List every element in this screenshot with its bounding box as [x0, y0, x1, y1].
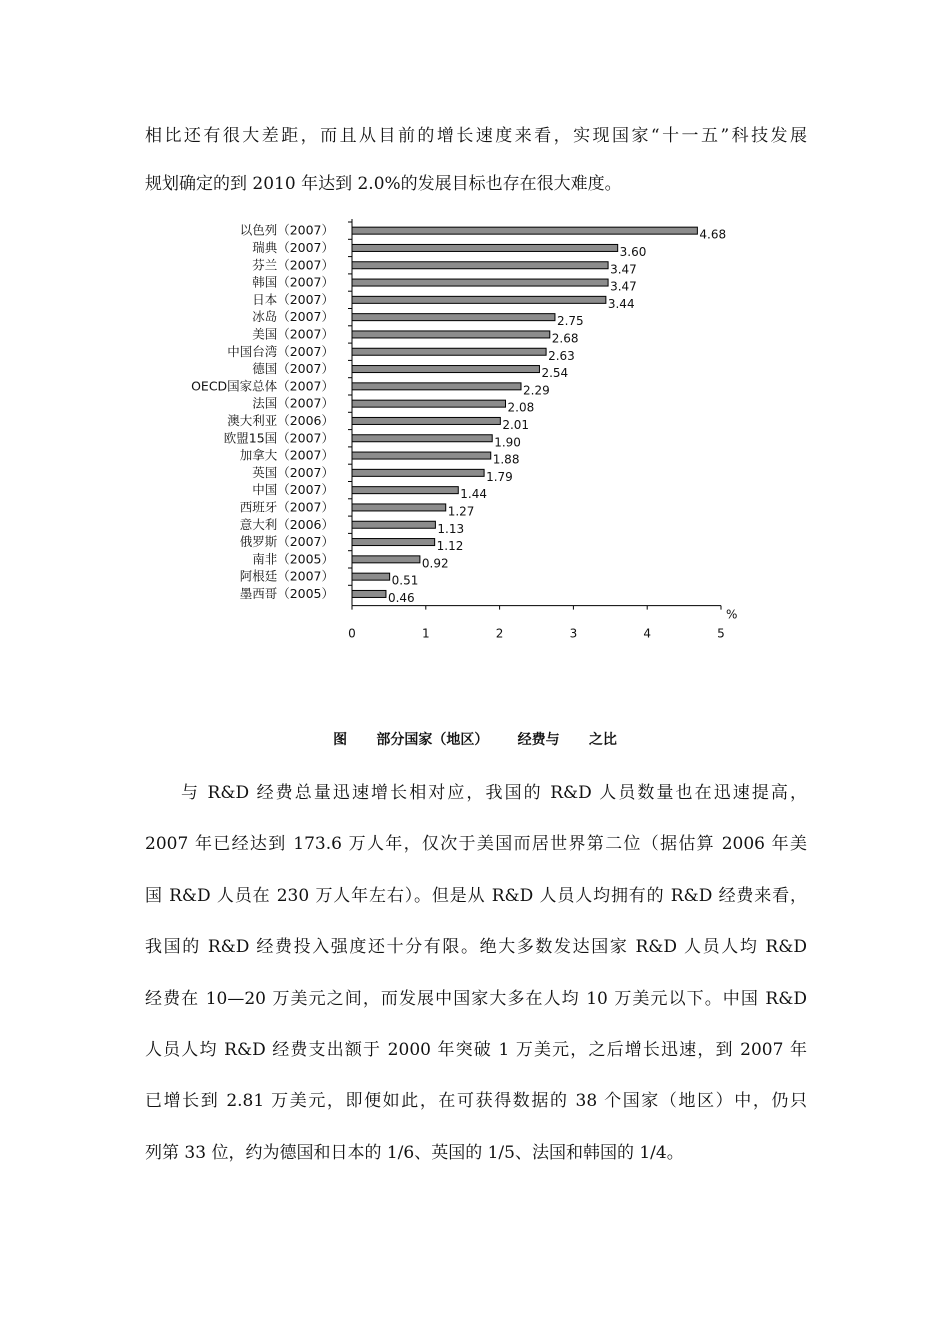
figure-caption: 图 部分国家（地区） 经费与 之比 — [333, 732, 617, 748]
data-label: 2.75 — [556, 314, 584, 329]
bar — [352, 331, 550, 338]
data-label: 3.60 — [619, 244, 647, 259]
category-label: 中国（2007） — [252, 482, 334, 498]
x-tick-label: 3 — [569, 626, 578, 641]
data-label: 1.12 — [436, 539, 464, 554]
data-label: 1.88 — [492, 452, 520, 467]
data-label: 1.13 — [437, 521, 465, 536]
data-label: 1.27 — [447, 504, 475, 519]
x-tick-label: 4 — [643, 626, 652, 641]
category-label: 以色列（2007） — [239, 222, 334, 238]
x-tick-label: 0 — [348, 626, 356, 641]
text-line: 2007 年已经达到 173.6 万人年，仅次于美国而居世界第二位（据估算 2006 年美 — [145, 834, 807, 855]
category-label: 澳大利亚（2006） — [227, 412, 334, 428]
data-label: 2.01 — [502, 417, 530, 432]
text-line: 规划确定的到 2010 年达到 2.0%的发展目标也存在很大难度。 — [145, 174, 622, 194]
bar — [352, 244, 618, 251]
bar — [352, 296, 606, 303]
data-label: 3.47 — [610, 262, 637, 277]
data-label: 2.08 — [507, 400, 535, 415]
data-label: 1.79 — [486, 469, 513, 484]
bar — [352, 469, 484, 476]
category-label: 中国台湾（2007） — [227, 343, 334, 359]
category-label: 韩国（2007） — [252, 274, 334, 290]
text-line: 相比还有很大差距，而且从目前的增长速度来看，实现国家“十一五”科技发展 — [145, 126, 807, 146]
data-label: 0.92 — [421, 556, 449, 571]
category-label: 冰岛（2007） — [252, 309, 334, 325]
category-label: 加拿大（2007） — [239, 447, 334, 463]
data-label: 2.68 — [551, 331, 579, 346]
bar — [352, 383, 521, 390]
data-label: 2.63 — [548, 348, 575, 363]
data-label: 1.90 — [494, 435, 521, 450]
text-line: 已增长到 2.81 万美元，即便如此，在可获得数据的 38 个国家（地区）中，仍只 — [145, 1091, 807, 1112]
bar — [352, 366, 539, 373]
data-label: 4.68 — [699, 227, 727, 242]
data-label: 0.51 — [391, 573, 419, 588]
category-label: 南非（2005） — [252, 551, 334, 567]
category-label: 美国（2007） — [252, 326, 334, 342]
data-label: 3.47 — [610, 279, 637, 294]
category-label: 芬兰（2007） — [252, 257, 334, 273]
bar — [352, 590, 386, 597]
category-label: 墨西哥（2005） — [239, 585, 334, 601]
x-axis-unit: % — [726, 607, 738, 622]
bar — [352, 348, 546, 355]
text-line: 人员人均 R&D 经费支出额于 2000 年突破 1 万美元，之后增长迅速，到 2007 年 — [145, 1040, 807, 1061]
bar — [352, 487, 458, 494]
bar-chart — [180, 215, 780, 645]
bar — [352, 417, 500, 424]
bar — [352, 521, 435, 528]
bar-chart-svg — [180, 215, 780, 645]
text-line: 与 R&D 经费总量迅速增长相对应，我国的 R&D 人员数量也在迅速提高， — [181, 783, 807, 803]
x-tick-label: 2 — [495, 626, 504, 641]
bar — [352, 556, 420, 563]
data-label: 3.44 — [607, 296, 635, 311]
data-label: 1.44 — [460, 487, 487, 502]
bar — [352, 314, 555, 321]
text-line: 国 R&D 人员在 230 万人年左右）。但是从 R&D 人员人均拥有的 R&D 经费来看， — [145, 885, 807, 906]
data-label: 2.29 — [523, 383, 550, 398]
data-label: 2.54 — [541, 366, 569, 381]
category-label: 法国（2007） — [252, 395, 334, 411]
bar — [352, 400, 506, 407]
text-line: 列第 33 位，约为德国和日本的 1/6、英国的 1/5、法国和韩国的 1/4。 — [145, 1142, 684, 1163]
category-label: OECD国家总体（2007） — [191, 378, 334, 394]
bar — [352, 573, 390, 580]
bar — [352, 452, 491, 459]
x-tick-label: 1 — [421, 626, 430, 641]
paragraph-top — [145, 112, 807, 208]
bar — [352, 279, 608, 286]
category-label: 英国（2007） — [252, 464, 334, 480]
data-label: 0.46 — [387, 590, 415, 605]
paragraph-bottom — [145, 768, 807, 1179]
bar — [352, 227, 697, 234]
x-tick-label: 5 — [717, 626, 725, 641]
bar — [352, 435, 492, 442]
category-label: 意大利（2006） — [239, 516, 334, 532]
bar — [352, 539, 435, 546]
category-label: 瑞典（2007） — [252, 239, 334, 255]
category-label: 西班牙（2007） — [239, 499, 334, 515]
category-label: 日本（2007） — [252, 291, 334, 307]
category-label: 阿根廷（2007） — [239, 568, 334, 584]
category-label: 欧盟15国（2007） — [223, 430, 334, 446]
category-label: 俄罗斯（2007） — [239, 534, 334, 550]
text-line: 经费在 10—20 万美元之间，而发展中国家大多在人均 10 万美元以下。中国 R&D — [145, 988, 807, 1009]
bar — [352, 262, 608, 269]
bar — [352, 504, 446, 511]
category-label: 德国（2007） — [252, 361, 334, 377]
text-line: 我国的 R&D 经费投入强度还十分有限。绝大多数发达国家 R&D 人员人均 R&D — [145, 937, 807, 958]
